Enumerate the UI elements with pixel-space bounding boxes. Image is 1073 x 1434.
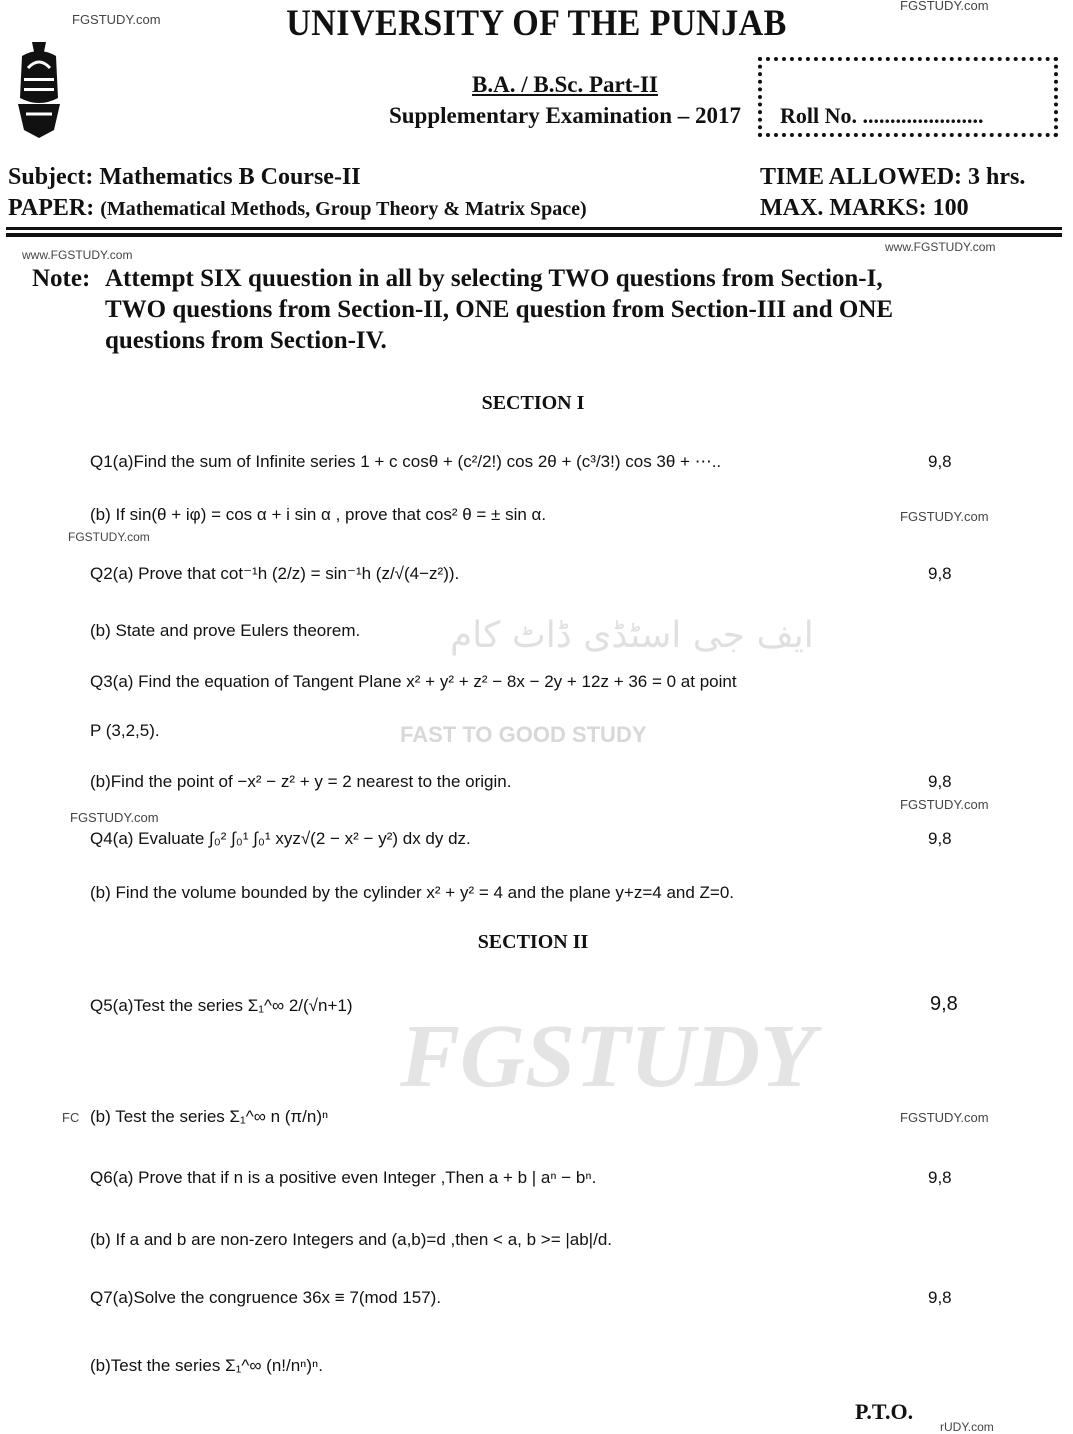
- question-q6a: Q6(a) Prove that if n is a positive even Integer ,Then a + b | aⁿ − bⁿ.: [90, 1168, 597, 1187]
- question-q2b: (b) State and prove Eulers theorem.: [90, 621, 361, 640]
- watermark: FGSTUDY.com: [900, 509, 989, 524]
- paper-topics: (Mathematical Methods, Group Theory & Matrix Space): [100, 198, 587, 220]
- paper-label: PAPER:: [8, 195, 95, 221]
- question-q5b: (b) Test the series Σ₁^∞ n (π/n)ⁿ: [90, 1107, 329, 1126]
- watermark: www.FGSTUDY.com: [22, 248, 133, 262]
- section-heading: SECTION I: [481, 392, 585, 414]
- roll-number-box: [758, 57, 1058, 137]
- question-marks: 9,8: [928, 452, 952, 471]
- question-marks: 9,8: [928, 829, 952, 848]
- question-q6b: (b) If a and b are non-zero Integers and (a,b)=d ,then < a, b >= |ab|/d.: [90, 1230, 613, 1249]
- roll-number-label: Roll No. ......................: [780, 103, 984, 128]
- max-marks: MAX. MARKS: 100: [760, 195, 969, 221]
- note-label: Note:: [32, 265, 91, 292]
- question-marks: 9,8: [930, 993, 958, 1015]
- question-q1b: (b) If sin(θ + iφ) = cos α + i sin α , prove that cos² θ = ± sin α.: [90, 505, 547, 524]
- question-marks: 9,8: [928, 564, 952, 583]
- question-marks: 9,8: [928, 1288, 952, 1307]
- section-heading: SECTION II: [477, 931, 589, 953]
- question-marks: 9,8: [928, 1168, 952, 1187]
- watermark: FGSTUDY.com: [900, 797, 989, 812]
- question-q2a: Q2(a) Prove that cot⁻¹h (2/z) = sin⁻¹h (z/√(4−z²)).: [90, 564, 460, 583]
- watermark: FGSTUDY.com: [900, 0, 989, 13]
- watermark: FC: [62, 1110, 80, 1125]
- exam-name: Supplementary Examination – 2017: [388, 103, 742, 128]
- question-q5a: Q5(a)Test the series Σ₁^∞ 2/(√n+1): [90, 996, 353, 1015]
- note-line: TWO questions from Section-II, ONE question from Section-III and ONE: [105, 296, 894, 323]
- time-allowed: TIME ALLOWED: 3 hrs.: [760, 164, 1026, 190]
- question-marks: 9,8: [928, 772, 952, 791]
- paper-title: [8, 195, 587, 222]
- note-line: Attempt SIX quuestion in all by selecting TWO questions from Section-I,: [105, 265, 883, 292]
- divider: [6, 227, 1062, 230]
- watermark: FGSTUDY.com: [70, 810, 159, 825]
- watermark: FGSTUDY.com: [900, 1110, 989, 1125]
- question-q3a: Q3(a) Find the equation of Tangent Plane x² + y² + z² − 8x − 2y + 12z + 36 = 0 at point: [90, 672, 737, 691]
- question-q1a: Q1(a)Find the sum of Infinite series 1 + c cosθ + (c²/2!) cos 2θ + (c³/3!) cos 3θ + ⋯..: [90, 452, 722, 471]
- university-crest-icon: [14, 38, 64, 140]
- question-q4a: Q4(a) Evaluate ∫₀² ∫₀¹ ∫₀¹ xyz√(2 − x² − y²) dx dy dz.: [90, 829, 471, 848]
- watermark-logo: FGSTUDY: [400, 1007, 816, 1106]
- watermark: www.FGSTUDY.com: [885, 240, 996, 254]
- question-q3a-point: P (3,2,5).: [90, 721, 160, 740]
- watermark: FGSTUDY.com: [72, 12, 161, 27]
- divider: [6, 233, 1062, 237]
- watermark: rUDY.com: [940, 1420, 994, 1434]
- subject: Subject: Mathematics B Course-II: [8, 164, 361, 190]
- watermark-slogan: FAST TO GOOD STUDY: [400, 722, 647, 747]
- program-name: B.A. / B.Sc. Part-II: [472, 72, 658, 97]
- watermark: FGSTUDY.com: [68, 530, 150, 544]
- question-q3b: (b)Find the point of −x² − z² + y = 2 nearest to the origin.: [90, 772, 512, 791]
- university-title: UNIVERSITY OF THE PUNJAB: [286, 3, 787, 44]
- watermark-urdu: ایف جی اسٹڈی ڈاٹ کام: [450, 615, 814, 656]
- page-turn-over: P.T.O.: [855, 1399, 914, 1424]
- question-q7a: Q7(a)Solve the congruence 36x ≡ 7(mod 157).: [90, 1288, 442, 1307]
- question-q4b: (b) Find the volume bounded by the cylinder x² + y² = 4 and the plane y+z=4 and Z=0.: [90, 883, 735, 902]
- question-q7b: (b)Test the series Σ₁^∞ (n!/nⁿ)ⁿ.: [90, 1356, 323, 1375]
- note-line: questions from Section-IV.: [105, 327, 387, 354]
